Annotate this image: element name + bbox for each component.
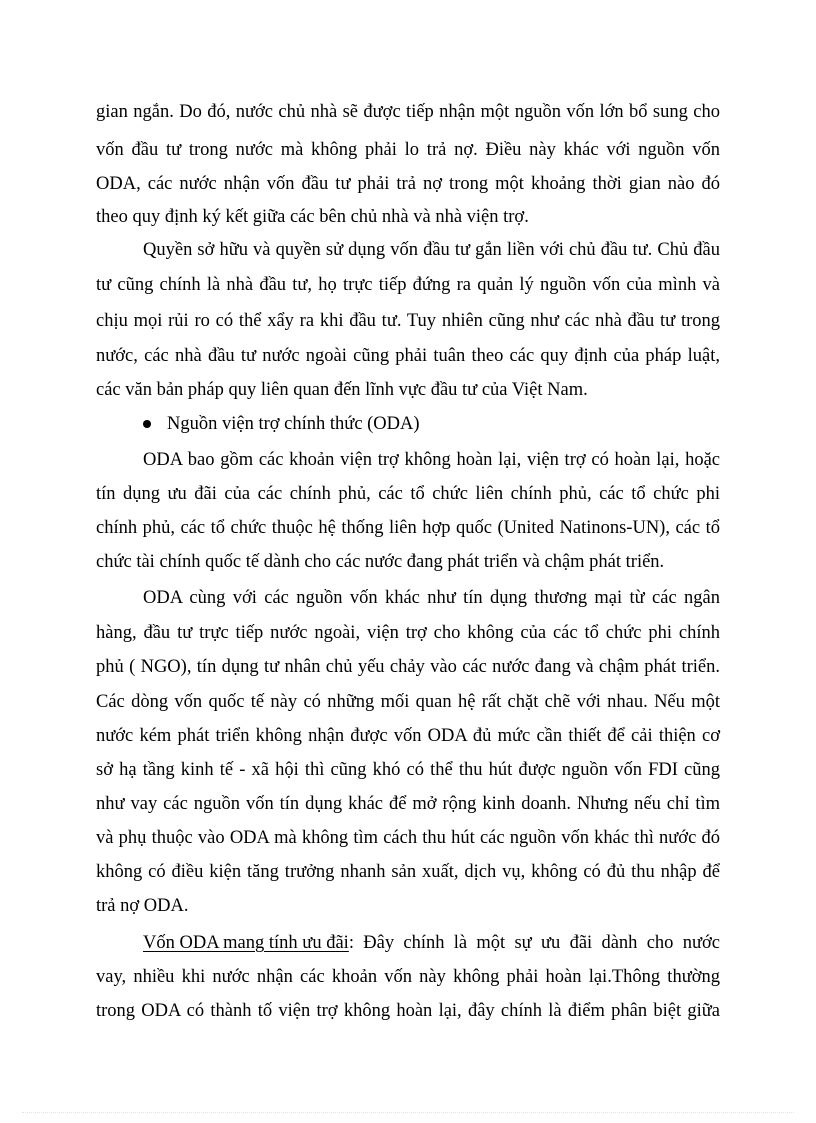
text-line: vay, nhiều khi nước nhận các khoản vốn này không phải hoàn lại.Thông thường [96, 967, 720, 987]
text-line: hàng, đầu tư trực tiếp nước ngoài, viện trợ cho không của các tổ chức phi chính [96, 623, 720, 643]
text-fragment: : Đây chính là một sự ưu đãi dành cho nước [348, 933, 720, 953]
text-line: nước, các nhà đầu tư nước ngoài cũng phải tuân theo các quy định của pháp luật, [96, 346, 720, 366]
text-line: trong ODA có thành tố viện trợ không hoàn lại, đây chính là điểm phân biệt giữa [96, 1001, 720, 1021]
text-line: trả nợ ODA. [96, 896, 189, 916]
text-line: và phụ thuộc vào ODA mà không tìm cách thu hút các nguồn vốn khác thì nước đó [96, 828, 720, 848]
text-line: gian ngắn. Do đó, nước chủ nhà sẽ được tiếp nhận một nguồn vốn lớn bổ sung cho [96, 102, 720, 122]
text-line: tín dụng ưu đãi của các chính phủ, các tổ chức liên chính phủ, các tổ chức phi [96, 484, 720, 504]
text-line: chức tài chính quốc tế dành cho các nước đang phát triển và chậm phát triển. [96, 552, 665, 572]
page-bottom-divider [22, 1112, 794, 1113]
text-line: Các dòng vốn quốc tế này có những mối quan hệ rất chặt chẽ với nhau. Nếu một [96, 692, 720, 712]
text-line: phủ ( NGO), tín dụng tư nhân chủ yếu chảy vào các nước đang và chậm phát triển. [96, 657, 720, 677]
text-line: nước kém phát triển không nhận được vốn ODA đủ mức cần thiết để cải thiện cơ [96, 726, 720, 746]
text-line: tư cũng chính là nhà đầu tư, họ trực tiếp đứng ra quản lý nguồn vốn của mình và [96, 275, 720, 295]
text-line: sở hạ tầng kinh tế - xã hội thì cũng khó có thể thu hút được nguồn vốn FDI cũng [96, 760, 720, 780]
bullet-icon [143, 420, 151, 428]
text-line: như vay các nguồn vốn tín dụng khác để mở rộng kinh doanh. Nhưng nếu chỉ tìm [96, 794, 720, 814]
text-line: vốn đầu tư trong nước mà không phải lo trả nợ. Điều này khác với nguồn vốn [96, 140, 720, 160]
bullet-heading: Nguồn viện trợ chính thức (ODA) [167, 414, 420, 434]
text-line: không có điều kiện tăng trưởng nhanh sản xuất, dịch vụ, không có đủ thu nhập để [96, 862, 720, 882]
underlined-term: Vốn ODA mang tính ưu đãi [143, 933, 349, 953]
text-line: ODA, các nước nhận vốn đầu tư phải trả nợ trong một khoảng thời gian nào đó [96, 174, 720, 194]
text-line: các văn bản pháp quy liên quan đến lĩnh vực đầu tư của Việt Nam. [96, 380, 588, 400]
text-line: ODA cùng với các nguồn vốn khác như tín dụng thương mại từ các ngân [143, 588, 720, 608]
text-line: Quyền sở hữu và quyền sử dụng vốn đầu tư gắn liền với chủ đầu tư. Chủ đầu [143, 240, 720, 260]
text-line: theo quy định ký kết giữa các bên chủ nhà và nhà viện trợ. [96, 207, 529, 227]
text-line: chính phủ, các tổ chức thuộc hệ thống liên hợp quốc (United Natinons-UN), các tổ [96, 518, 720, 538]
text-line: chịu mọi rủi ro có thể xẩy ra khi đầu tư. Tuy nhiên cũng như các nhà đầu tư trong [96, 311, 720, 331]
text-line: ODA bao gồm các khoản viện trợ không hoàn lại, viện trợ có hoàn lại, hoặc [143, 450, 720, 470]
text-line [143, 931, 720, 955]
